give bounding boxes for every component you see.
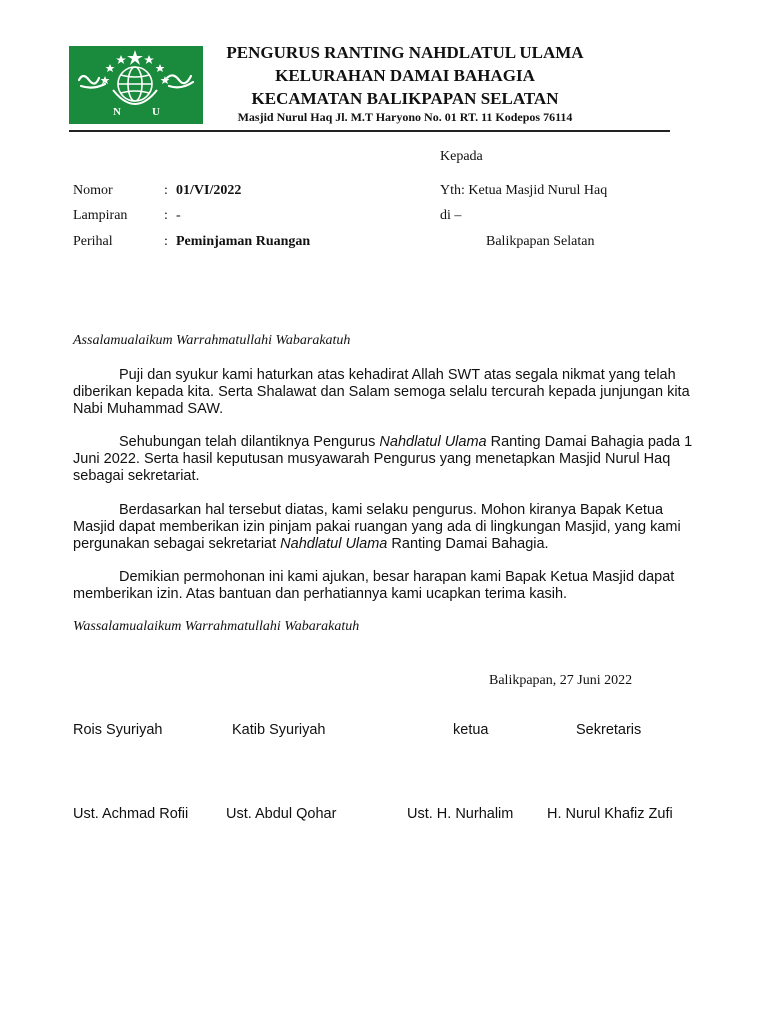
letterhead-kecamatan: KECAMATAN BALIKPAPAN SELATAN bbox=[251, 89, 559, 108]
perihal-value: Peminjaman Ruangan bbox=[176, 234, 311, 249]
letterhead-org: PENGURUS RANTING NAHDLATUL ULAMA bbox=[226, 43, 584, 62]
logo-letter-u: U bbox=[152, 106, 160, 118]
role-rois-syuriyah: Rois Syuriyah bbox=[73, 722, 163, 738]
letterhead-kelurahan: KELURAHAN DAMAI BAHAGIA bbox=[275, 66, 535, 85]
role-ketua: ketua bbox=[453, 722, 489, 738]
lampiran-label: Lampiran bbox=[73, 208, 128, 223]
place-date: Balikpapan, 27 Juni 2022 bbox=[489, 673, 633, 688]
perihal-colon: : bbox=[164, 234, 168, 249]
nomor-colon: : bbox=[164, 183, 168, 198]
closing: Wassalamualaikum Warrahmatullahi Wabarakatuh bbox=[73, 619, 360, 634]
lampiran-colon: : bbox=[164, 208, 168, 223]
recipient-kepada: Kepada bbox=[440, 149, 483, 164]
letterhead-divider bbox=[69, 130, 670, 132]
greeting: Assalamualaikum Warrahmatullahi Wabarakatuh bbox=[73, 333, 351, 348]
paragraph-2: Sehubungan telah dilantiknya Pengurus Nahdlatul Ulama Ranting Damai Bahagia pada 1 Juni 2022. Serta hasil keputusan musyawarah Pengurus yang menetapkan Masjid Nurul Haq sebagai sekretariat. bbox=[73, 434, 693, 484]
recipient-yth: Yth: Ketua Masjid Nurul Haq bbox=[440, 183, 608, 198]
nomor-value: 01/VI/2022 bbox=[176, 183, 242, 198]
role-sekretaris: Sekretaris bbox=[576, 722, 642, 738]
letterhead-address: Masjid Nurul Haq Jl. M.T Haryono No. 01 RT. 11 Kodepos 76114 bbox=[237, 110, 573, 124]
paragraph-4: Demikian permohonan ini kami ajukan, besar harapan kami Bapak Ketua Masjid dapat memberikan izin. Atas bantuan dan perhatiannya kami ucapkan terima kasih. bbox=[73, 569, 675, 602]
perihal-label: Perihal bbox=[73, 234, 113, 249]
name-rois-syuriyah: Ust. Achmad Rofii bbox=[73, 806, 189, 822]
paragraph-3: Berdasarkan hal tersebut diatas, kami selaku pengurus. Mohon kiranya Bapak Ketua Masjid dapat memberikan izin pinjam pakai ruangan yang ada di lingkungan Masjid, yang kami pergunakan sebagai sekretariat Nahdlatul Ulama Ranting Damai Bahagia. bbox=[73, 502, 681, 552]
logo-letter-n: N bbox=[113, 106, 121, 118]
nu-logo bbox=[69, 46, 203, 124]
paragraph-1: Puji dan syukur kami haturkan atas kehadirat Allah SWT atas segala nikmat yang telah diberikan kepada kita. Serta Shalawat dan Salam semoga selalu tercurah kepada junjungan kita Nabi Muhammad SAW. bbox=[73, 367, 690, 417]
recipient-di: di – bbox=[440, 208, 462, 223]
name-ketua: Ust. H. Nurhalim bbox=[407, 806, 514, 822]
nu-emblem-icon bbox=[69, 46, 203, 124]
recipient-city: Balikpapan Selatan bbox=[486, 234, 595, 249]
name-sekretaris: H. Nurul Khafiz Zufi bbox=[547, 806, 673, 822]
name-katib-syuriyah: Ust. Abdul Qohar bbox=[226, 806, 337, 822]
nomor-label: Nomor bbox=[73, 183, 113, 198]
role-katib-syuriyah: Katib Syuriyah bbox=[232, 722, 326, 738]
lampiran-value: - bbox=[176, 208, 181, 223]
